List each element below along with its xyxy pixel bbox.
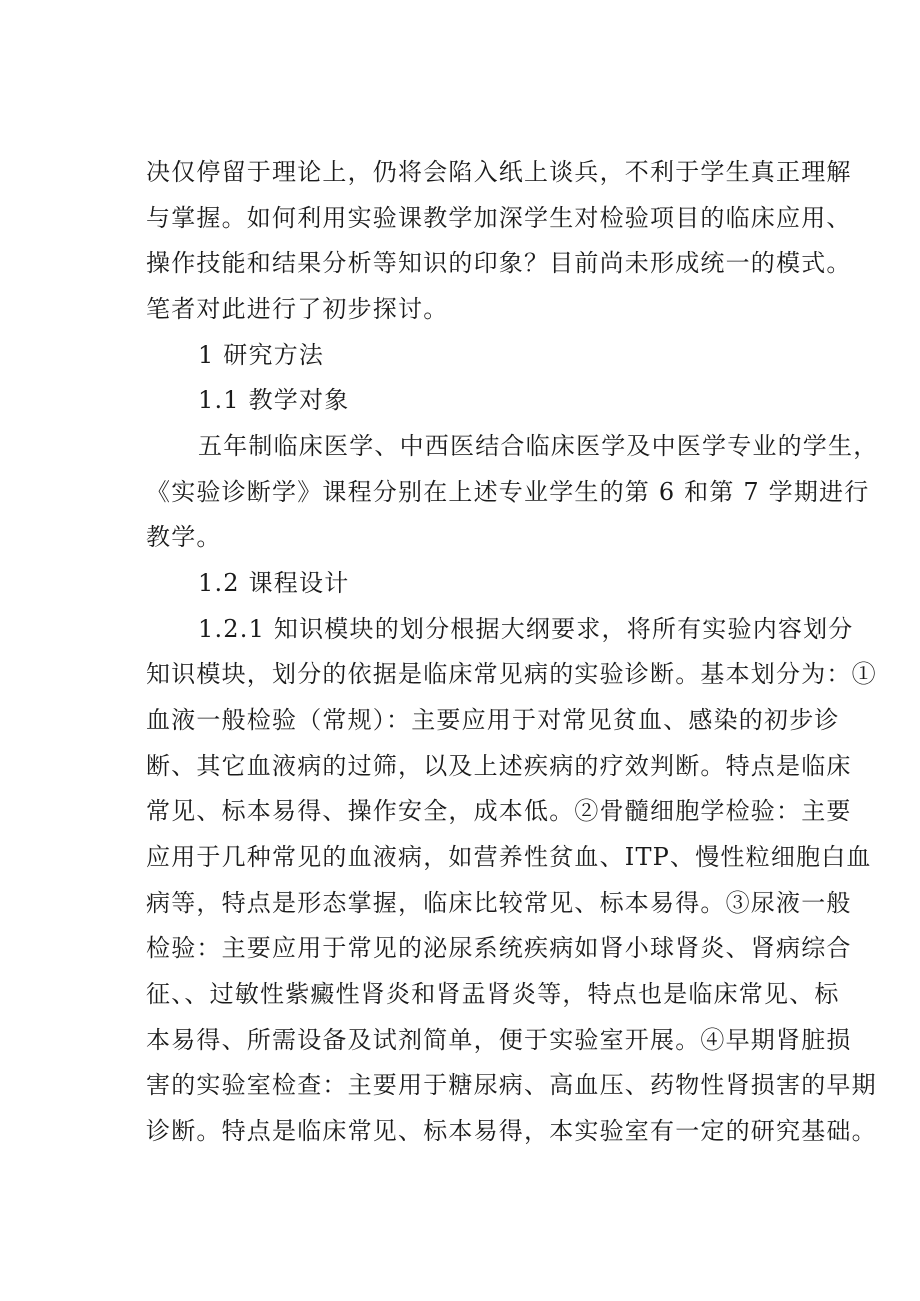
paragraph-line: 诊断。特点是临床常见、标本易得，本实验室有一定的研究基础。 [146, 1117, 877, 1145]
paragraph-line: 《实验诊断学》课程分别在上述专业学生的第 6 和第 7 学期进行 [146, 478, 870, 506]
paragraph-line: 断、其它血液病的过筛，以及上述疾病的疗效判断。特点是临床 [146, 752, 852, 780]
paragraph-line: 五年制临床医学、中西医结合临床医学及中医学专业的学生， [198, 432, 879, 460]
paragraph-line: 血液一般检验（常规）：主要应用于对常见贫血、感染的初步诊 [146, 706, 840, 734]
paragraph-line: 本易得、所需设备及试剂简单，便于实验室开展。④早期肾脏损 [146, 1026, 852, 1054]
intro-line-1: 决仅停留于理论上，仍将会陷入纸上谈兵，不利于学生真正理解 [146, 158, 852, 186]
paragraph-line: 教学。 [146, 523, 222, 551]
intro-line-3: 操作技能和结果分析等知识的印象？目前尚未形成统一的模式。 [146, 249, 852, 277]
intro-line-2: 与掌握。如何利用实验课教学加深学生对检验项目的临床应用、 [146, 204, 852, 232]
paragraph-line: 1.2.1 知识模块的划分根据大纲要求，将所有实验内容划分 [198, 615, 854, 643]
subsection-heading-1-1: 1.1 教学对象 [198, 386, 350, 414]
intro-line-4: 笔者对此进行了初步探讨。 [146, 295, 449, 323]
subsection-heading-1-2: 1.2 课程设计 [198, 569, 350, 597]
paragraph-line: 征、、过敏性紫癜性肾炎和肾盂肾炎等，特点也是临床常见、标 [146, 980, 840, 1008]
paragraph-line: 病等，特点是形态掌握，临床比较常见、标本易得。③尿液一般 [146, 889, 852, 917]
paragraph-line: 害的实验室检查：主要用于糖尿病、高血压、药物性肾损害的早期 [146, 1071, 877, 1099]
paragraph-line: 应用于几种常见的血液病，如营养性贫血、ITP、慢性粒细胞白血 [146, 843, 872, 871]
paragraph-line: 常见、标本易得、操作安全，成本低。②骨髓细胞学检验：主要 [146, 797, 852, 825]
paragraph-line: 检验：主要应用于常见的泌尿系统疾病如肾小球肾炎、肾病综合 [146, 934, 852, 962]
section-heading: 1 研究方法 [198, 341, 325, 369]
paragraph-line: 知识模块，划分的依据是临床常见病的实验诊断。基本划分为：① [146, 660, 877, 688]
